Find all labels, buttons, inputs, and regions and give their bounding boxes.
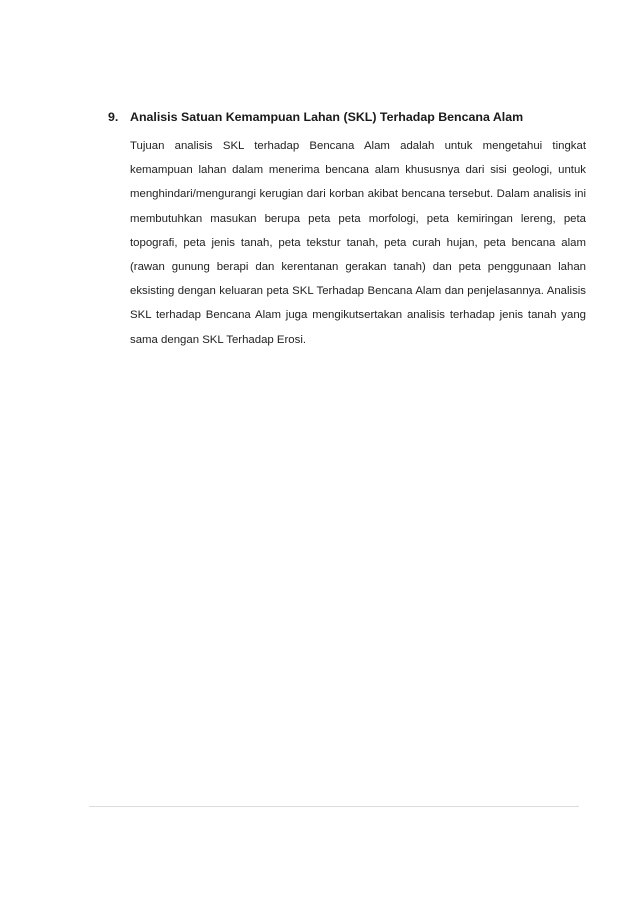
section-9 — [108, 106, 586, 352]
section-paragraph: Tujuan analisis SKL terhadap Bencana Alam adalah untuk mengetahui tingkat kemampuan lahan dalam menerima bencana alam khususnya dari sisi geologi, untuk menghindari/mengurangi kerugian dari korban akibat bencana tersebut. Dalam analisis ini membutuhkan masukan berupa peta peta morfologi, peta kemiringan lereng, peta topografi, peta jenis tanah, peta tekstur tanah, peta curah hujan, peta bencana alam (rawan gunung berapi dan kerentanan gerakan tanah) dan peta penggunaan lahan eksisting dengan keluaran peta SKL Terhadap Bencana Alam dan penjelasannya. Analisis SKL terhadap Bencana Alam juga mengikutsertakan analisis terhadap jenis tanah yang sama dengan SKL Terhadap Erosi. — [130, 140, 586, 346]
section-number: 9. — [108, 110, 119, 124]
footer-divider — [89, 806, 579, 807]
section-heading — [108, 106, 586, 128]
section-title: Analisis Satuan Kemampuan Lahan (SKL) Terhadap Bencana Alam — [130, 110, 524, 124]
